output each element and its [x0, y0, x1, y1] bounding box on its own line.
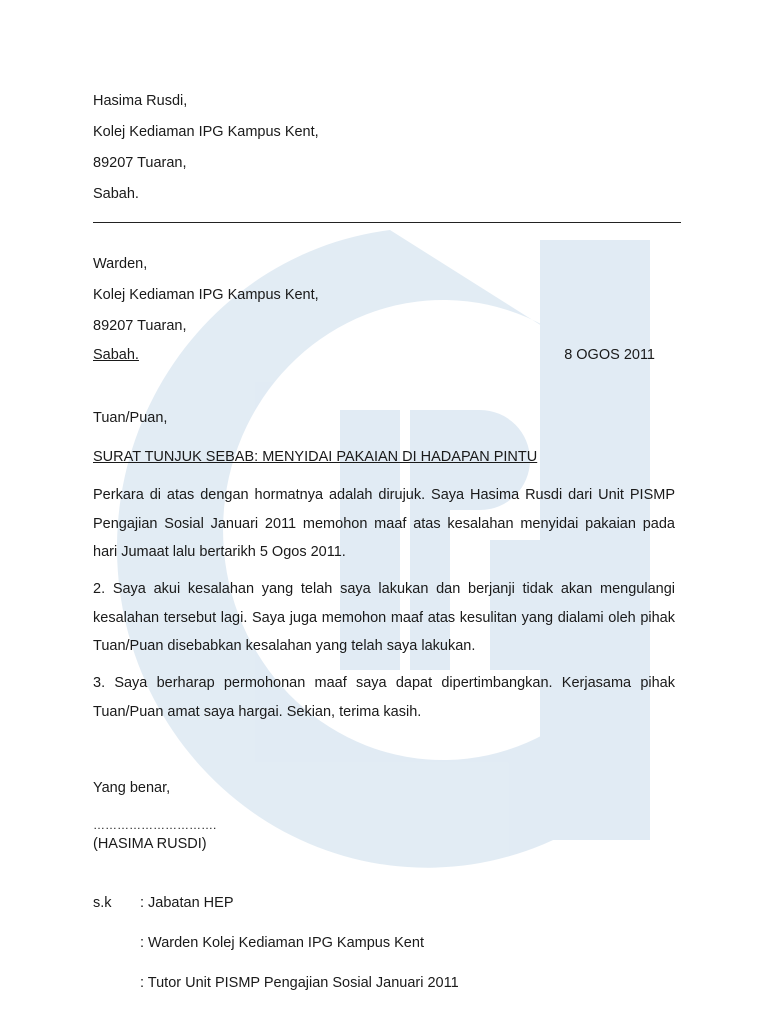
subject-line: SURAT TUNJUK SEBAB: MENYIDAI PAKAIAN DI HADAPAN PINTU [93, 449, 538, 465]
sender-state: Sabah. [93, 186, 139, 202]
paragraph-1: Perkara di atas dengan hormatnya adalah dirujuk. Saya Hasima Rusdi dari Unit PISMP Pengajian Sosial Januari 2011 memohon maaf atas kesalahan menyidai pakaian pada hari Jumaat lalu bertarikh 5 Ogos 2011. [93, 487, 675, 560]
sender-name: Hasima Rusdi, [93, 93, 188, 109]
sk-item-3: : Tutor Unit PISMP Pengajian Sosial Januari 2011 [140, 975, 459, 991]
sk-item-1: : Jabatan HEP [140, 895, 234, 911]
recipient-title: Warden, [93, 256, 148, 272]
sender-address-line1: Kolej Kediaman IPG Kampus Kent, [93, 124, 319, 140]
header-divider [93, 222, 681, 223]
signature-name: (HASIMA RUSDI) [93, 836, 207, 852]
salutation: Tuan/Puan, [93, 410, 168, 426]
closing: Yang benar, [93, 780, 171, 796]
paragraph-3: 3. Saya berharap permohonan maaf saya dapat dipertimbangkan. Kerjasama pihak Tuan/Puan amat saya hargai. Sekian, terima kasih. [93, 675, 675, 720]
letter-date: 8 OGOS 2011 [564, 347, 655, 363]
recipient-address-line1: Kolej Kediaman IPG Kampus Kent, [93, 287, 319, 303]
recipient-state: Sabah. [93, 347, 139, 363]
sender-address-line2: 89207 Tuaran, [93, 155, 187, 171]
paragraph-2: 2. Saya akui kesalahan yang telah saya lakukan dan berjanji tidak akan mengulangi kesalahan tersebut lagi. Saya juga memohon maaf atas kesulitan yang dialami oleh pihak Tuan/Puan disebabkan kesalahan yang telah saya lakukan. [93, 581, 675, 654]
sk-item-2: : Warden Kolej Kediaman IPG Kampus Kent [140, 935, 424, 951]
recipient-address-line2: 89207 Tuaran, [93, 318, 187, 334]
sk-label: s.k [93, 895, 112, 911]
signature-line: …………………………. [93, 818, 217, 832]
